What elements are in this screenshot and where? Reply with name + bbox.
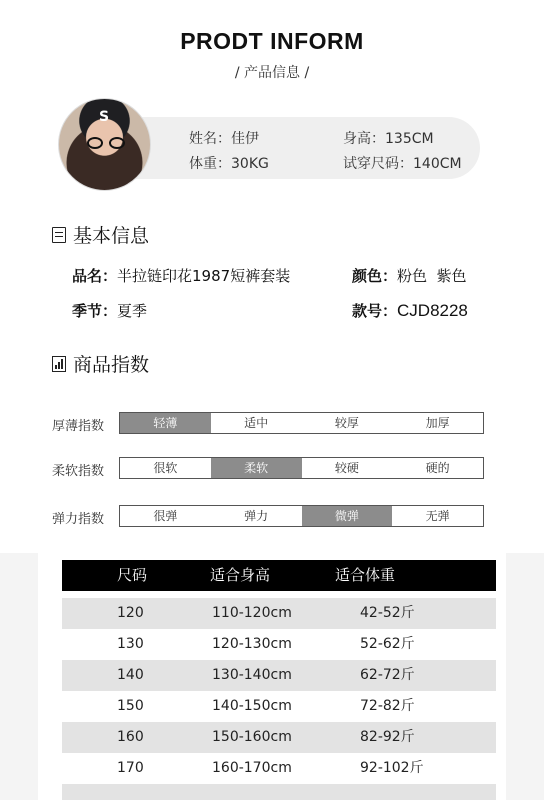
weight-cell: 52-62斤 — [360, 636, 415, 652]
thickness-option: 加厚 — [425, 416, 450, 430]
season-label: 季节： — [72, 302, 118, 320]
size-cell: 150 — [117, 698, 144, 714]
sku-label: 款号： — [352, 302, 398, 320]
elasticity-option: 无弹 — [425, 509, 450, 523]
table-row — [62, 598, 496, 629]
product-name-value: 半拉链印花1987短裤套装 — [117, 267, 291, 285]
size-table-header — [62, 560, 496, 591]
sku-value: CJD8228 — [397, 301, 468, 320]
height-cell: 160-170cm — [212, 760, 292, 776]
elasticity-label: 弹力指数 — [52, 512, 105, 527]
softness-option: 柔软 — [211, 458, 302, 478]
softness-scale — [119, 457, 484, 479]
height-cell: 140-150cm — [212, 698, 292, 714]
product-index-heading-text: 商品指数 — [73, 354, 150, 376]
height-cell: 150-160cm — [212, 729, 292, 745]
product-index-heading — [52, 350, 149, 377]
softness-option: 硬的 — [425, 461, 450, 475]
size-cell: 160 — [117, 729, 144, 745]
table-row — [62, 691, 496, 722]
model-size: 试穿尺码：140CM — [343, 156, 462, 172]
table-row — [62, 722, 496, 753]
size-cell: 130 — [117, 636, 144, 652]
basic-info-heading — [52, 221, 149, 248]
color-row — [352, 265, 467, 286]
basic-info-heading-text: 基本信息 — [73, 225, 150, 247]
header-height: 适合身高 — [210, 566, 271, 584]
season-value: 夏季 — [117, 302, 148, 320]
softness-label: 柔软指数 — [52, 464, 105, 479]
softness-option: 较硬 — [334, 461, 359, 475]
product-name-label: 品名： — [72, 267, 118, 285]
glasses-icon — [87, 137, 125, 149]
thickness-label: 厚薄指数 — [52, 419, 105, 434]
page-title: PRODT INFORM — [180, 28, 364, 54]
table-row — [62, 660, 496, 691]
cap-logo: S — [99, 109, 110, 125]
weight-cell: 92-102斤 — [360, 760, 424, 776]
elasticity-option: 微弹 — [302, 506, 393, 526]
size-cell: 140 — [117, 667, 144, 683]
elasticity-option: 很弹 — [153, 509, 178, 523]
table-row — [62, 753, 496, 784]
header-weight: 适合体重 — [335, 566, 396, 584]
thickness-option: 轻薄 — [120, 413, 211, 433]
size-cell: 120 — [117, 605, 144, 621]
model-avatar — [58, 98, 151, 191]
model-height: 身高：135CM — [343, 131, 434, 147]
model-weight: 体重：30KG — [189, 156, 269, 172]
season-row — [72, 300, 147, 321]
model-name: 姓名：佳伊 — [189, 131, 259, 147]
size-cell: 170 — [117, 760, 144, 776]
color-value: 粉色 紫色 — [397, 267, 467, 285]
color-label: 颜色： — [352, 267, 398, 285]
table-row — [62, 784, 496, 800]
elasticity-scale — [119, 505, 484, 527]
document-icon — [52, 227, 66, 243]
elasticity-option: 弹力 — [244, 509, 269, 523]
header-size: 尺码 — [117, 566, 148, 584]
page-subtitle: / 产品信息 / — [234, 65, 310, 81]
bar-chart-icon — [52, 356, 66, 372]
table-row — [62, 629, 496, 660]
height-cell: 130-140cm — [212, 667, 292, 683]
thickness-option: 较厚 — [334, 416, 359, 430]
thickness-scale — [119, 412, 484, 434]
product-name-row — [72, 265, 290, 286]
height-cell: 110-120cm — [212, 605, 292, 621]
weight-cell: 82-92斤 — [360, 729, 415, 745]
weight-cell: 42-52斤 — [360, 605, 415, 621]
softness-option: 很软 — [153, 461, 178, 475]
sku-row — [352, 300, 468, 321]
thickness-option: 适中 — [244, 416, 269, 430]
weight-cell: 62-72斤 — [360, 667, 415, 683]
height-cell: 120-130cm — [212, 636, 292, 652]
weight-cell: 72-82斤 — [360, 698, 415, 714]
